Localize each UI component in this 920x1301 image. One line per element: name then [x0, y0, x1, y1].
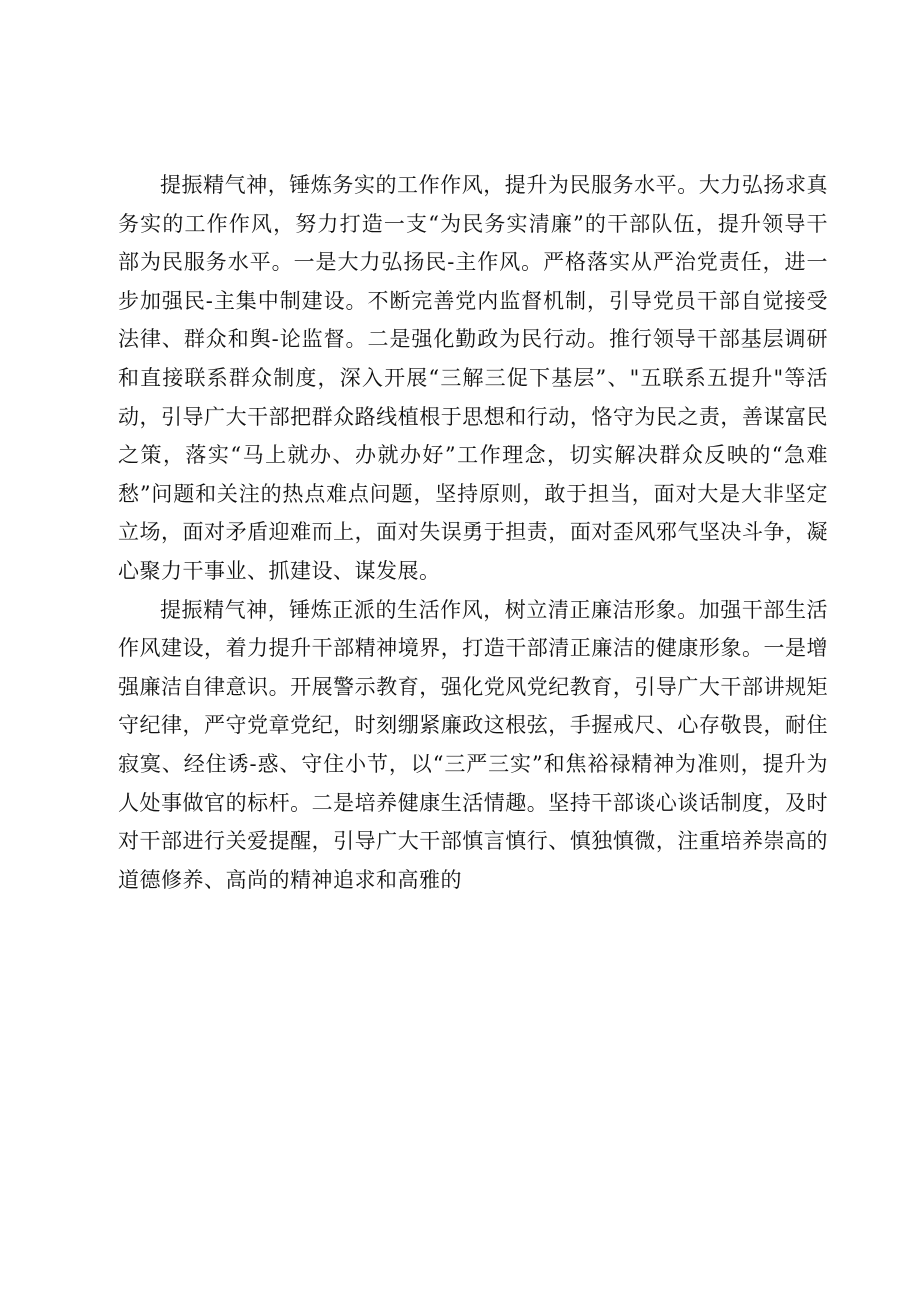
paragraph-2: 提振精气神，锤炼正派的生活作风，树立清正廉洁形象。加强干部生活作风建设，着力提升干部精神境界，打造干部清正廉洁的健康形象。一是增强廉洁自律意识。开展警示教育，强化党风党纪教育，引导广大干部讲规矩守纪律，严守党章党纪，时刻绷紧廉政这根弦，手握戒尺、心存敬畏，耐住寂寞、经住诱-惑、守住小节，以“三严三实”和焦裕禄精神为准则，提升为人处事做官的标杆。二是培养健康生活情趣。坚持干部谈心谈话制度，及时对干部进行关爱提醒，引导广大干部慎言慎行、慎独慎微，注重培养崇高的道德修养、高尚的精神追求和高雅的 [118, 597, 828, 892]
paragraph-1: 提振精气神，锤炼务实的工作作风，提升为民服务水平。大力弘扬求真务实的工作作风，努力打造一支“为民务实清廉”的干部队伍，提升领导干部为民服务水平。一是大力弘扬民-主作风。严格落实从严治党责任，进一步加强民-主集中制建设。不断完善党内监督机制，引导党员干部自觉接受法律、群众和舆-论监督。二是强化勤政为民行动。推行领导干部基层调研和直接联系群众制度，深入开展“三解三促下基层”、"五联系五提升"等活动，引导广大干部把群众路线植根于思想和行动，恪守为民之责，善谋富民之策，落实“马上就办、办就办好”工作理念，切实解决群众反映的“急难愁”问题和关注的热点难点问题，坚持原则，敢于担当，面对大是大非坚定立场，面对矛盾迎难而上，面对失误勇于担责，面对歪风邪气坚决斗争，凝心聚力干事业、抓建设、谋发展。 [118, 173, 828, 583]
document-body [118, 166, 828, 899]
